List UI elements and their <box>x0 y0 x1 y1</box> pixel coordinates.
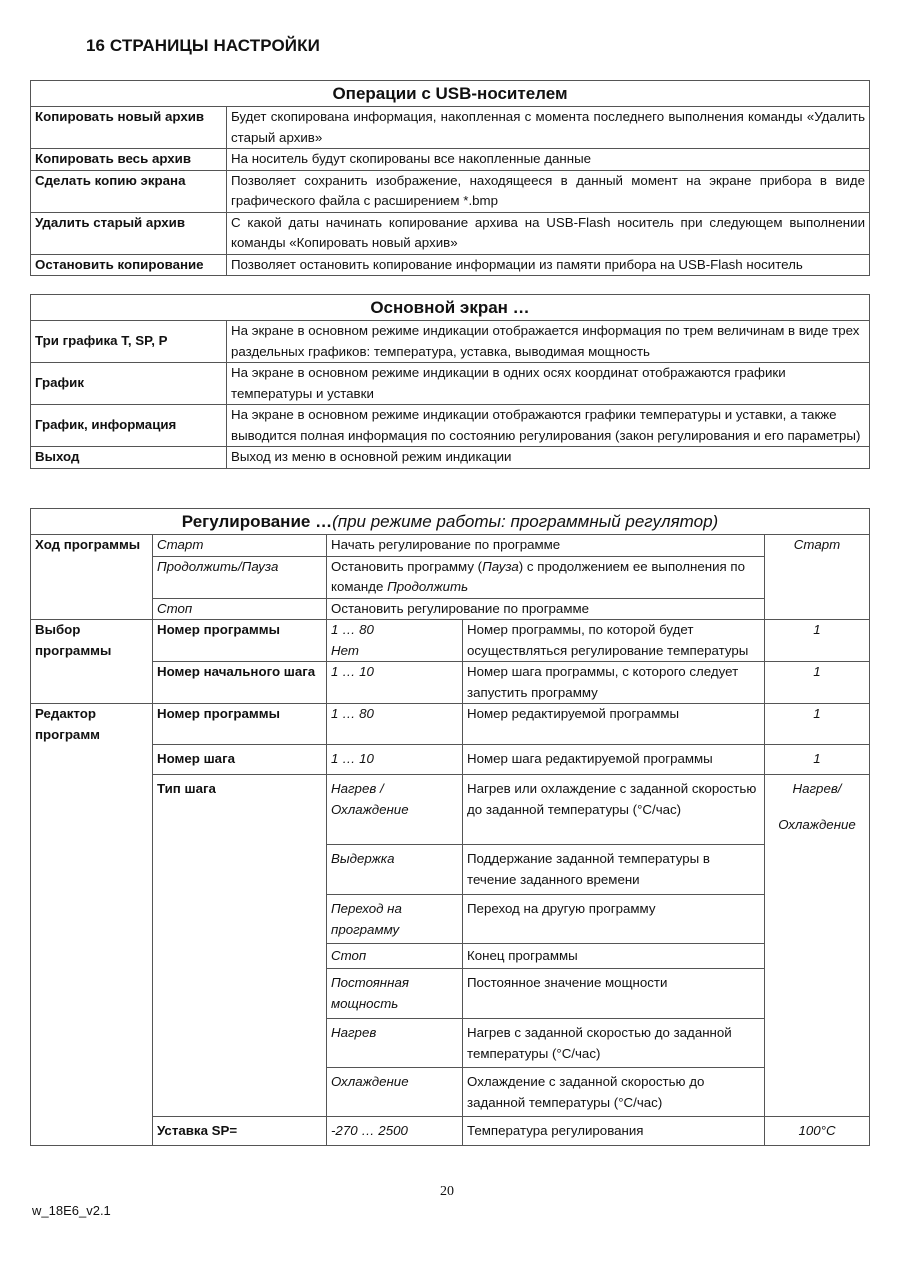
section-header-usb: Операции с USB-носителем <box>31 81 870 107</box>
section-header-title: Регулирование … <box>181 512 333 531</box>
option-name: Стоп <box>153 598 327 620</box>
table-row <box>31 363 870 405</box>
table-row <box>31 447 870 469</box>
table-row <box>31 775 870 845</box>
range-value: 1 … 80 <box>331 622 374 637</box>
param-range: 1 … 10 <box>327 662 463 704</box>
setting-name: Копировать новый архив <box>31 107 227 149</box>
param-description: Номер редактируемой программы <box>463 704 765 745</box>
default-value-line: Нагрев/ <box>792 781 842 796</box>
table-row <box>31 535 870 557</box>
section-header-note: (при режиме работы: программный регулятор) <box>332 512 719 531</box>
main-screen-table <box>30 294 870 469</box>
table-row <box>31 405 870 447</box>
table-row <box>31 149 870 171</box>
description-emphasis: Продолжить <box>387 579 469 594</box>
table-row <box>31 620 870 662</box>
group-name: Ход программы <box>31 535 153 620</box>
step-option-name: Охлаждение <box>327 1068 463 1117</box>
step-option-name: Выдержка <box>327 845 463 895</box>
setting-name: Остановить копирование <box>31 254 227 276</box>
param-description: Номер программы, по которой будет осуществляться регулирование температуры <box>463 620 765 662</box>
group-name: Выбор программы <box>31 620 153 704</box>
param-description: Температура регулирования <box>463 1117 765 1146</box>
param-description: Номер шага редактируемой программы <box>463 745 765 775</box>
option-description <box>327 556 765 598</box>
option-name: Старт <box>153 535 327 557</box>
group-name: Редактор программ <box>31 704 153 1146</box>
setting-description: Будет скопирована информация, накопленная с момента последнего выполнения команды «Удалить старый архив» <box>227 107 870 149</box>
setting-name: Выход <box>31 447 227 469</box>
option-description: Начать регулирование по программе <box>327 535 765 557</box>
table-row <box>31 556 870 598</box>
table-row <box>31 745 870 775</box>
step-option-description: Нагрев с заданной скоростью до заданной температуры (°С/час) <box>463 1019 765 1068</box>
document-code: w_18E6_v2.1 <box>32 1203 111 1218</box>
param-name: Номер шага <box>153 745 327 775</box>
default-value: 1 <box>765 620 870 662</box>
option-name: Продолжить/Пауза <box>153 556 327 598</box>
setting-description: На экране в основном режиме индикации отображаются графики температуры и уставки, а также выводится полная информация по состоянию регулирования (закон регулирования и его параметры) <box>227 405 870 447</box>
default-value: 1 <box>765 745 870 775</box>
param-name: Номер начального шага <box>153 662 327 704</box>
table-row <box>31 254 870 276</box>
setting-description: На экране в основном режиме индикации отображается информация по трем величинам в виде трех раздельных графиков: температура, уставка, выводимая мощность <box>227 321 870 363</box>
param-range <box>327 620 463 662</box>
param-name: Номер программы <box>153 704 327 745</box>
param-range: 1 … 10 <box>327 745 463 775</box>
setting-description: На носитель будут скопированы все накопленные данные <box>227 149 870 171</box>
table-row <box>31 212 870 254</box>
default-value <box>765 775 870 1117</box>
usb-operations-table <box>30 80 870 276</box>
section-header-regulation <box>31 509 870 535</box>
table-row <box>31 598 870 620</box>
param-name: Тип шага <box>153 775 327 1117</box>
setting-description: На экране в основном режиме индикации в одних осях координат отображаются графики температуры и уставки <box>227 363 870 405</box>
description-text: Остановить программу ( <box>331 558 483 574</box>
table-row <box>31 1117 870 1146</box>
description-text: ) с продолжением ее выполнения по команде <box>331 558 746 594</box>
table-row <box>31 107 870 149</box>
step-option-description: Охлаждение с заданной скоростью до заданной температуры (°С/час) <box>463 1068 765 1117</box>
default-value: 1 <box>765 704 870 745</box>
step-option-description: Конец программы <box>463 944 765 969</box>
step-option-name: Переход на программу <box>327 895 463 944</box>
step-option-name: Стоп <box>327 944 463 969</box>
step-option-description: Нагрев или охлаждение с заданной скоростью до заданной температуры (°С/час) <box>463 775 765 845</box>
step-option-name: Нагрев <box>327 1019 463 1068</box>
range-value-alt: Нет <box>331 642 359 658</box>
option-description: Остановить регулирование по программе <box>327 598 765 620</box>
setting-description: С какой даты начинать копирование архива на USB-Flash носитель при следующем выполнении команды «Копировать новый архив» <box>227 212 870 254</box>
table-row <box>31 704 870 745</box>
setting-name: Сделать копию экрана <box>31 170 227 212</box>
default-value-line: Охлаждение <box>778 816 856 832</box>
step-option-description: Постоянное значение мощности <box>463 969 765 1019</box>
setting-name: Удалить старый архив <box>31 212 227 254</box>
step-option-description: Переход на другую программу <box>463 895 765 944</box>
page-title: 16 СТРАНИЦЫ НАСТРОЙКИ <box>86 36 320 55</box>
param-range: -270 … 2500 <box>327 1117 463 1146</box>
description-emphasis: Пауза <box>482 558 519 574</box>
param-name: Уставка SP= <box>153 1117 327 1146</box>
step-option-name: Постоянная мощность <box>327 969 463 1019</box>
table-row <box>31 662 870 704</box>
section-header-main-screen: Основной экран … <box>31 295 870 321</box>
setting-name: График <box>31 363 227 405</box>
setting-description: Позволяет остановить копирование информации из памяти прибора на USB-Flash носитель <box>227 254 870 276</box>
step-option-name: Нагрев /Охлаждение <box>327 775 463 845</box>
param-description: Номер шага программы, с которого следует запустить программу <box>463 662 765 704</box>
param-name: Номер программы <box>153 620 327 662</box>
table-row <box>31 321 870 363</box>
setting-name: Копировать весь архив <box>31 149 227 171</box>
param-range: 1 … 80 <box>327 704 463 745</box>
step-option-description: Поддержание заданной температуры в течение заданного времени <box>463 845 765 895</box>
default-value: 100°С <box>765 1117 870 1146</box>
setting-name: График, информация <box>31 405 227 447</box>
page-number: 20 <box>440 1184 454 1199</box>
default-value: Старт <box>765 535 870 620</box>
setting-description: Позволяет сохранить изображение, находящееся в данный момент на экране прибора в виде графического файла с расширением *.bmp <box>227 170 870 212</box>
table-row <box>31 170 870 212</box>
setting-name: Три графика T, SP, P <box>31 321 227 363</box>
setting-description: Выход из меню в основной режим индикации <box>227 447 870 469</box>
regulation-table <box>30 508 870 1146</box>
default-value: 1 <box>765 662 870 704</box>
